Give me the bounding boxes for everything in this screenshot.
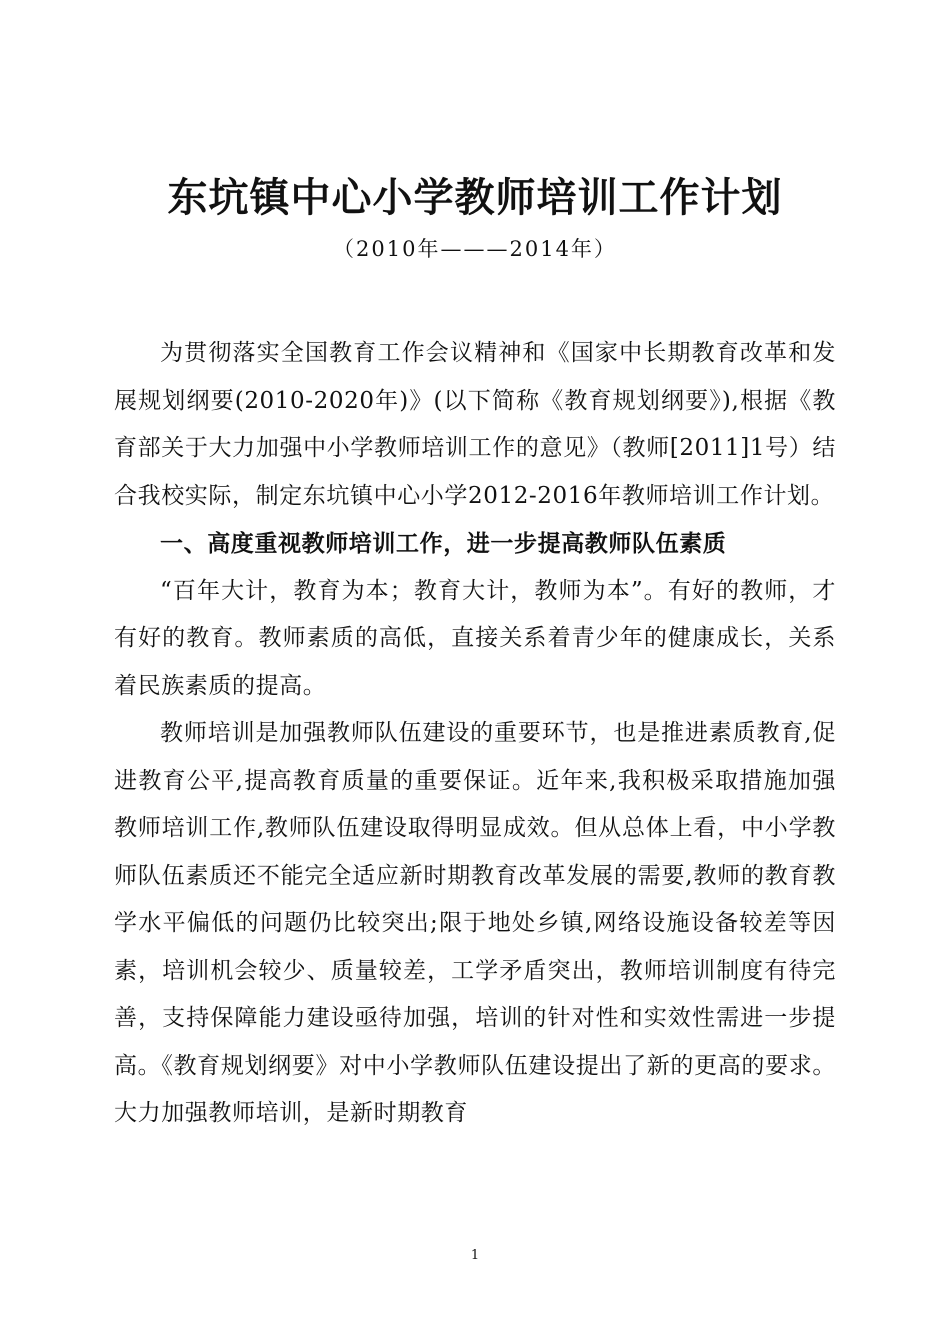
document-title: 东坑镇中心小学教师培训工作计划 xyxy=(167,174,783,221)
paragraph-quote: “百年大计，教育为本；教育大计，教师为本”。有好的教师，才有好的教育。教师素质的高低，直接关系着青少年的健康成长，关系着民族素质的提高。 xyxy=(114,577,836,699)
paragraph-training: 教师培训是加强教师队伍建设的重要环节，也是推进素质教育,促进教育公平,提高教育质量的重要保证。近年来,我积极采取措施加强教师培训工作,教师队伍建设取得明显成效。但从总体上看，中小学教师队伍素质还不能完全适应新时期教育改革发展的需要,教师的教育教学水平偏低的问题仍比较突出;限于地处乡镇,网络设施设备较差等因素，培训机会较少、质量较差，工学矛盾突出，教师培训制度有待完善，支持保障能力建设亟待加强，培训的针对性和实效性需进一步提高。《教育规划纲要》对中小学教师队伍建设提出了新的更高的要求。大力加强教师培训，是新时期教育 xyxy=(114,720,836,1126)
page-number: 1 xyxy=(470,1248,480,1263)
section-heading-1: 一、高度重视教师培训工作，进一步提高教师队伍素质 xyxy=(160,530,727,557)
document-body xyxy=(114,330,836,1138)
paragraph-intro: 为贯彻落实全国教育工作会议精神和《国家中长期教育改革和发展规划纲要(2010-2020年)》(以下简称《教育规划纲要》),根据《教育部关于大力加强中小学教师培训工作的意见》（教师[2011]1号）结合我校实际，制定东坑镇中心小学2012-2016年教师培训工作计划。 xyxy=(114,340,836,509)
document-subtitle: （2010年———2014年） xyxy=(333,237,617,261)
